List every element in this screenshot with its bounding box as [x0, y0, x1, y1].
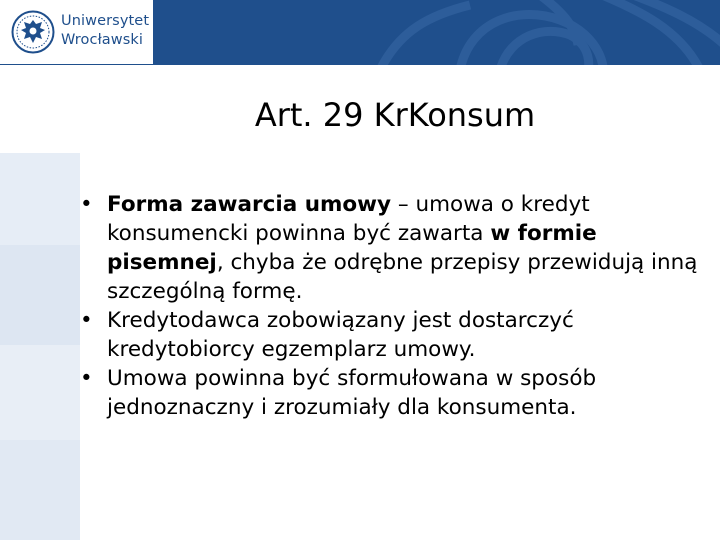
- bullet-bold-text: w formie pisemnej: [107, 221, 597, 275]
- side-band-segment: [0, 345, 80, 440]
- bullet-text: Umowa powinna być sformułowana w sposób jednoznaczny i zrozumiały dla konsumenta.: [107, 366, 597, 420]
- bullet-item: [80, 190, 710, 306]
- logo-wordmark: [61, 12, 149, 50]
- bullet-text: – umowa o kredyt konsumencki powinna być zawarta: [107, 192, 590, 246]
- logo-line-2: Wrocławski: [61, 32, 144, 48]
- side-band-segment: [0, 440, 80, 540]
- bullet-text: , chyba że odrębne przepisy przewidują inną szczególną formę.: [107, 250, 698, 304]
- slide-title: Art. 29 KrKonsum: [254, 96, 536, 134]
- logo-line-1: Uniwersytet: [61, 13, 150, 29]
- bullet-dot: •: [80, 308, 93, 333]
- bullet-list: [80, 190, 710, 422]
- university-seal-icon: [11, 10, 55, 54]
- side-band-segment: [0, 245, 80, 345]
- bullet-text: Kredytodawca zobowiązany jest dostarczyć kredytobiorcy egzemplarz umowy.: [107, 308, 574, 362]
- bullet-dot: •: [80, 366, 93, 391]
- side-band-segment: [0, 153, 80, 245]
- header-band: [0, 0, 720, 65]
- bullet-item: [80, 306, 710, 364]
- side-band: [0, 65, 80, 540]
- logo-box: [0, 0, 153, 64]
- bullet-dot: •: [80, 192, 93, 217]
- bullet-bold-text: Forma zawarcia umowy: [107, 192, 392, 217]
- side-band-segment: [0, 65, 80, 153]
- bullet-item: [80, 364, 710, 422]
